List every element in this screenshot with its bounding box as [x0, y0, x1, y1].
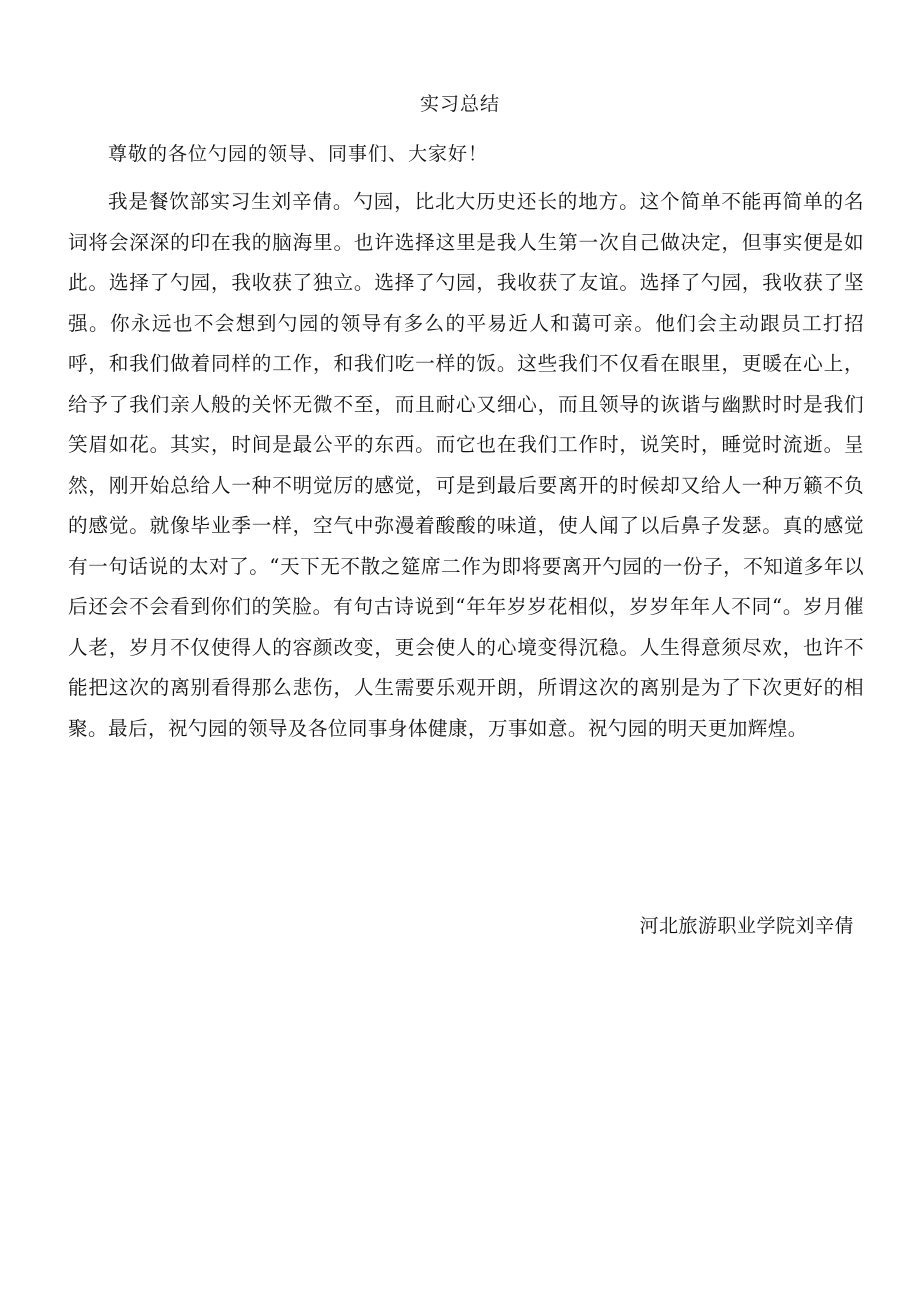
- document-title: 实习总结: [419, 93, 500, 115]
- signature-line: 河北旅游职业学院刘辛倩: [639, 915, 854, 937]
- greeting-line: 尊敬的各位勺园的领导、同事们、大家好！: [108, 143, 489, 165]
- body-paragraph: 我是餐饮部实习生刘辛倩。勺园，比北大历史还长的地方。这个简单不能再简单的名词将会深深的印在我的脑海里。也许选择这里是我人生第一次自己做决定，但事实便是如此。选择了勺园，我收获了独立。选择了勺园，我收获了友谊。选择了勺园，我收获了坚强。你永远也不会想到勺园的领导有多么的平易近人和蔼可亲。他们会主动跟员工打招呼，和我们做着同样的工作，和我们吃一样的饭。这些我们不仅看在眼里，更暖在心上，给予了我们亲人般的关怀无微不至，而且耐心又细心，而且领导的诙谐与幽默时时是我们笑眉如花。其实，时间是最公平的东西。而它也在我们工作时，说笑时，睡觉时流逝。呈然，刚开始总给人一种不明觉厉的感觉，可是到最后要离开的时候却又给人一种万籁不负的感觉。就像毕业季一样，空气中弥漫着酸酸的味道，使人闻了以后鼻子发瑟。真的感觉有一句话说的太对了。“天下无不散之筵席二作为即将要离开勺园的一份子，不知道多年以后还会不会看到你们的笑脸。有句古诗说到“年年岁岁花相似，岁岁年年人不同“。岁月催人老，岁月不仅使得人的容颜改变，更会使人的心境变得沉稳。人生得意须尽欢，也许不能把这次的离别看得那么悲伤，人生需要乐观开朗，所谓这次的离别是为了下次更好的相聚。最后，祝勺园的领导及各位同事身体健康，万事如意。祝勺园的明天更加辉煌。: [68, 190, 864, 740]
